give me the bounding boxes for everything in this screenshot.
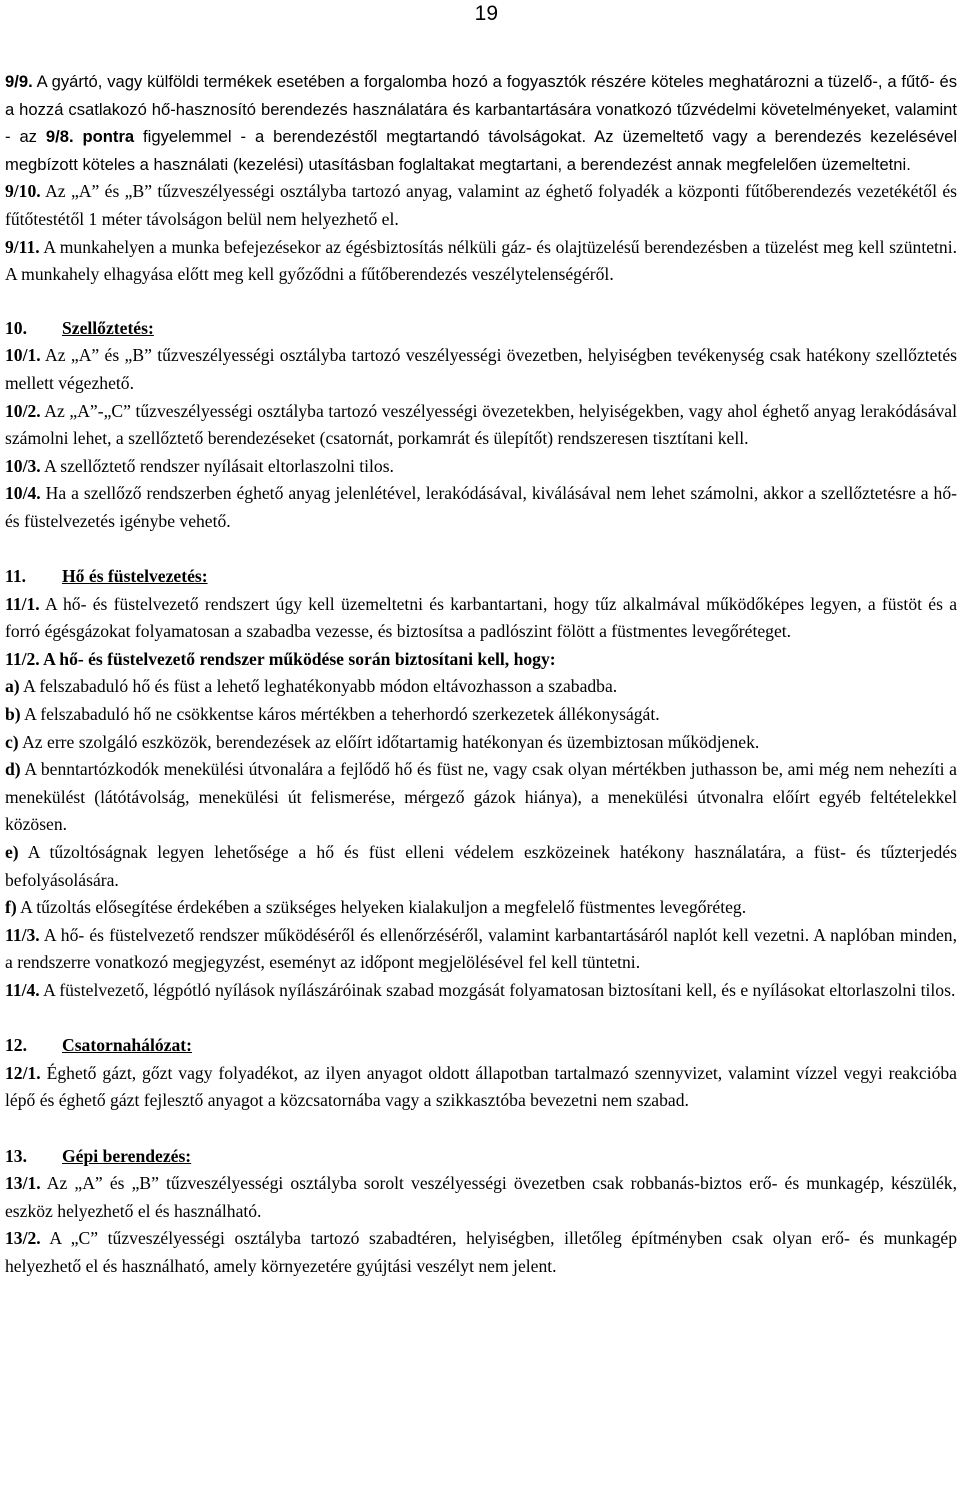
paragraph-text: Éghető gázt, gőzt vagy folyadékot, az ilyen anyagot oldott állapotban tartalmazó szennyvizet, valamint vízzel vegyi reakcióba lépő és éghető gázt fejlesztő anyagot a közcsatornába vagy a szikkasztóba bevezetni nem szabad. [5,1062,957,1111]
section-number: 13. [5,1145,27,1166]
paragraph-number: 11/2. [5,648,40,669]
paragraph-10-2 [5,398,957,453]
list-item-a [5,673,957,701]
paragraph-number: 11/4. [5,980,40,1000]
list-item-text: A tűzoltóságnak legyen lehetősége a hő és füst elleni védelem eszközeinek hatékony használatára, a füst- és tűzterjedés befolyásolására. [5,842,957,890]
paragraph-number: 10/2. [5,400,41,421]
list-item-d [5,756,957,839]
list-item-letter: d) [5,759,21,780]
list-item-letter: c) [5,731,19,752]
paragraph-9-10 [5,178,957,233]
list-item-e [5,839,957,894]
list-item-text: Az erre szolgáló eszközök, berendezések az előírt időtartamig hatékonyan és üzembiztosan működjenek. [18,731,760,752]
paragraph-number: 13/2. [5,1228,41,1249]
paragraph-number: 13/1. [5,1173,41,1194]
paragraph-text: A hő- és füstelvezető rendszert úgy kell üzemeltetni és karbantartani, hogy tűz alkalmával működőképes legyen, a füstöt és a forró égésgázokat folyamatosan a szabadba vezesse, és biztosítsa a padlószint fölött a füstmentes levegőréteget. [5,593,957,642]
paragraph-11-4 [5,977,957,1005]
paragraph-number: 11/3. [5,924,40,945]
paragraph-text: A szellőztető rendszer nyílásait eltorlaszolni tilos. [40,455,394,476]
paragraph-text: figyelemmel - a berendezéstől megtartandó távolságokat. [134,127,587,147]
paragraph-text: A munkahelyen a munka befejezésekor az égésbiztosítás nélküli gáz- és olajtüzelésű berendezésben a tüzelést meg kell szüntetni. A munkahely elhagyása előtt meg kell győződni a fűtőberendezés veszélytelenségéről. [5,236,957,285]
paragraph-9-11 [5,234,957,289]
list-item-b [5,701,957,729]
section-heading-10 [5,315,957,343]
paragraph-reference: 9/8. pontra [45,127,135,147]
paragraph-number: 9/9. [5,72,33,91]
paragraph-11-1 [5,591,957,646]
paragraph-text: A gyártó, vagy külföldi termékek esetében a forgalomba hozó a fogyasztók részére köteles meghatározni a tüzelő-, a fűtő- és a hozzá csatlakozó hő-hasznosító berendezés használatára és karbantartására vonatkozó tűzvédelmi követelményeket, valamint - az [5,72,957,147]
paragraph-text: A füstelvezető, légpótló nyílások nyílászáróinak szabad mozgását folyamatosan biztosítani kell, és e nyílásokat eltorlaszolni tilos. [39,980,956,1000]
paragraph-text: A hő- és füstelvezető rendszer működése során biztosítani kell, hogy: [39,648,556,669]
list-item-f [5,894,957,922]
paragraph-12-1 [5,1060,957,1115]
list-item-text: A benntartózkodók menekülési útvonalára a fejlődő hő és füst ne, vagy csak olyan mértékben juthasson be, ami még nem nehezíti a menekülést (látótávolság, menekülési út felismerése, mérgező gázok hiánya), a menekülési útvonalra előírt egyéb feltételekkel közösen. [5,759,957,835]
paragraph-text: A „C” tűzveszélyességi osztályba tartozó szabadtéren, helyiségben, illetőleg építményben csak olyan erő- és munkagép helyezhető el és használható, amely környezetére gyújtási veszélyt nem jelent. [5,1228,957,1276]
section-number: 12. [5,1035,27,1056]
document-body [5,68,957,1281]
list-item-c [5,729,957,757]
paragraph-text: A hő- és füstelvezető rendszer működéséről és ellenőrzéséről, valamint karbantartásáról naplót kell vezetni. A naplóban minden, a rendszerre vonatkozó megjegyzést, eseményt az időpont megjelölésével fel kell tüntetni. [5,924,957,973]
paragraph-number: 11/1. [5,593,40,614]
paragraph-number: 10/1. [5,345,41,366]
list-item-letter: e) [5,842,19,863]
paragraph-text: Ha a szellőző rendszerben éghető anyag jelenlétével, lerakódásával, kiválásával nem lehet számolni, akkor a szellőztetésre a hő- és füstelvezetés igénybe vehető. [5,483,957,531]
paragraph-number: 9/10. [5,181,41,202]
list-item-letter: f) [5,897,17,918]
section-title: Szellőztetés: [62,317,154,338]
section-title: Csatornahálózat: [62,1035,192,1056]
paragraph-text: Az „A”-„C” tűzveszélyességi osztályba tartozó veszélyességi övezetekben, helyiségekben, vagy ahol éghető anyag lerakódásával számolni lehet, a szellőztető berendezéseket (csatornát, porkamrát és ülepítőt) rendszeresen tisztítani kell. [5,400,957,449]
section-heading-11 [5,563,957,591]
list-item-letter: a) [5,676,20,697]
paragraph-text: Az „A” és „B” tűzveszélyességi osztályba sorolt veszélyességi övezetben csak robbanás-biztos erő- és munkagép, készülék, eszköz helyezhető el és használható. [5,1173,957,1221]
paragraph-13-2 [5,1225,957,1280]
paragraph-10-4 [5,480,957,535]
section-title: Gépi berendezés: [62,1145,192,1166]
paragraph-text: Az üzemeltető vagy a berendezés kezelésével megbízott köteles a használati (kezelési) utasításban foglaltakat megtartani, a berendezést annak megfelelően üzemeltetni. [5,127,958,174]
paragraph-10-1 [5,342,957,397]
paragraph-number: 9/11. [5,236,40,257]
paragraph-number: 10/3. [5,455,41,476]
paragraph-number: 12/1. [5,1062,41,1083]
list-item-text: A felszabaduló hő és füst a lehető leghatékonyabb módon eltávozhasson a szabadba. [19,676,618,697]
list-item-letter: b) [5,704,21,725]
paragraph-text: Az „A” és „B” tűzveszélyességi osztályba tartozó veszélyességi övezetben, helyiségben tevékenység csak hatékony szellőztetés mellett végezhető. [5,345,957,393]
paragraph-9-9 [5,68,957,178]
paragraph-11-3 [5,922,957,977]
paragraph-10-3 [5,453,957,481]
list-item-text: A felszabaduló hő ne csökkentse káros mértékben a teherhordó szerkezetek állékonyságát. [20,704,660,725]
paragraph-number: 10/4. [5,483,41,504]
paragraph-13-1 [5,1170,957,1225]
paragraph-11-2 [5,646,957,674]
section-number: 10. [5,317,27,338]
section-heading-12 [5,1032,957,1060]
section-title: Hő és füstelvezetés: [62,566,208,587]
page-number: 19 [474,2,498,25]
section-heading-13 [5,1143,957,1171]
list-item-text: A tűzoltás elősegítése érdekében a szükséges helyeken kialakuljon a megfelelő füstmentes levegőréteg. [16,897,747,918]
section-number: 11. [5,566,27,587]
paragraph-text: Az „A” és „B” tűzveszélyességi osztályba tartozó anyag, valamint az éghető folyadék a központi fűtőberendezés vezetékétől és fűtőtestétől 1 méter távolságon belül nem helyezhető el. [5,181,957,229]
